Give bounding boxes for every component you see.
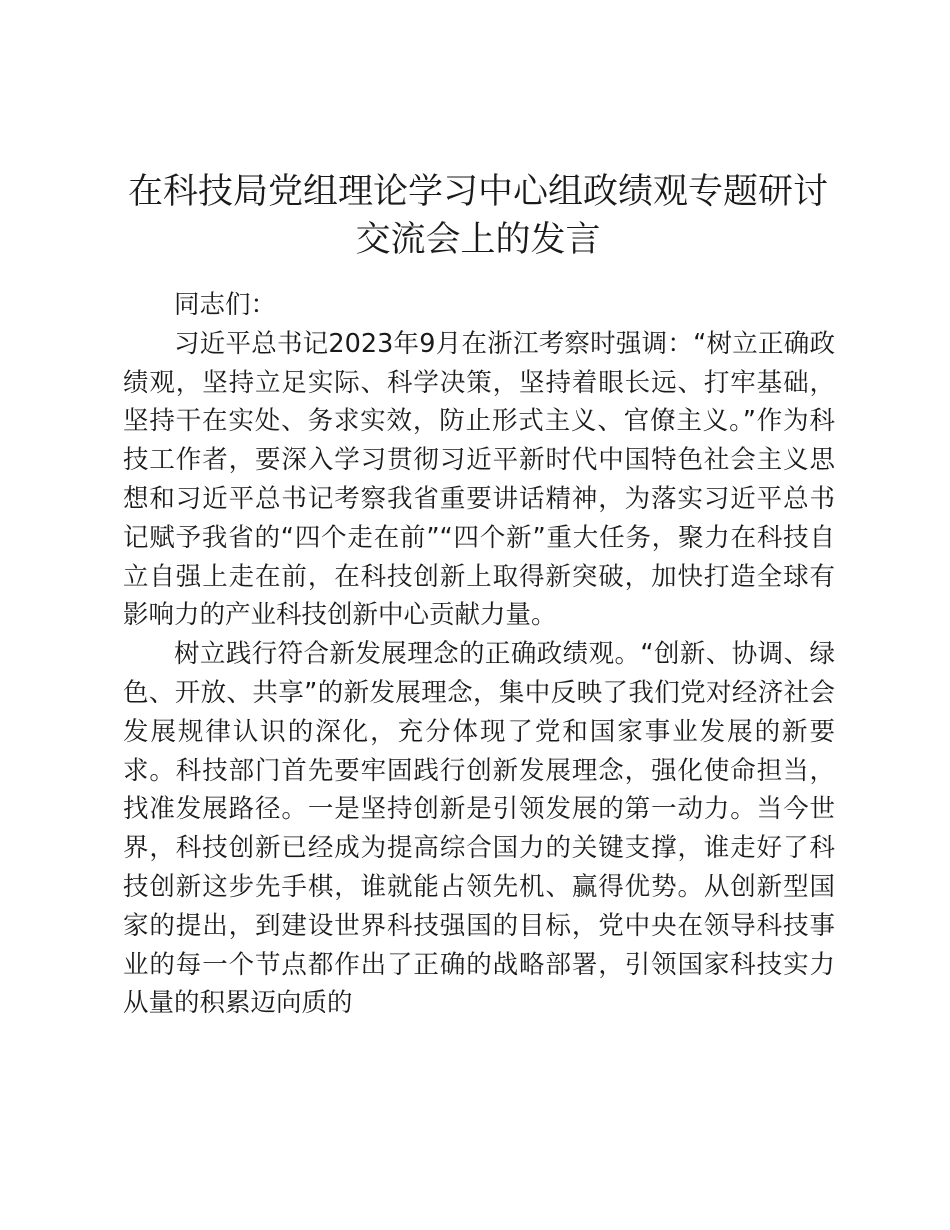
salutation: 同志们： — [174, 290, 277, 320]
title-line-1: 在科技局党组理论学习中心组政绩观专题研讨 — [127, 172, 828, 212]
title-line-2: 交流会上的发言 — [355, 220, 601, 260]
document-body — [123, 286, 835, 1023]
document-title — [120, 168, 836, 264]
paragraph-1: 习近平总书记2023年9月在浙江考察时强调：“树立正确政绩观，坚持立足实际、科学决策，坚持着眼长远、打牢基础，坚持干在实处、务求实效，防止形式主义、官僚主义。”作为科技工作者，要深入学习贯彻习近平新时代中国特色社会主义思想和习近平总书记考察我省重要讲话精神，为落实习近平总书记赋予我省的“四个走在前”“四个新”重大任务，聚力在科技自立自强上走在前，在科技创新上取得新突破，加快打造全球有影响力的产业科技创新中心贡献力量。 — [123, 328, 835, 631]
paragraph-2: 树立践行符合新发展理念的正确政绩观。“创新、协调、绿色、开放、共享”的新发展理念，集中反映了我们党对经济社会发展规律认识的深化，充分体现了党和国家事业发展的新要求。科技部门首先要牢固践行创新发展理念，强化使命担当，找准发展路径。一是坚持创新是引领发展的第一动力。当今世界，科技创新已经成为提高综合国力的关键支撑，谁走好了科技创新这步先手棋，谁就能占领先机、赢得优势。从创新型国家的提出，到建设世界科技强国的目标，党中央在领导科技事业的每一个节点都作出了正确的战略部署，引领国家科技实力从量的积累迈向质的 — [123, 639, 835, 1019]
